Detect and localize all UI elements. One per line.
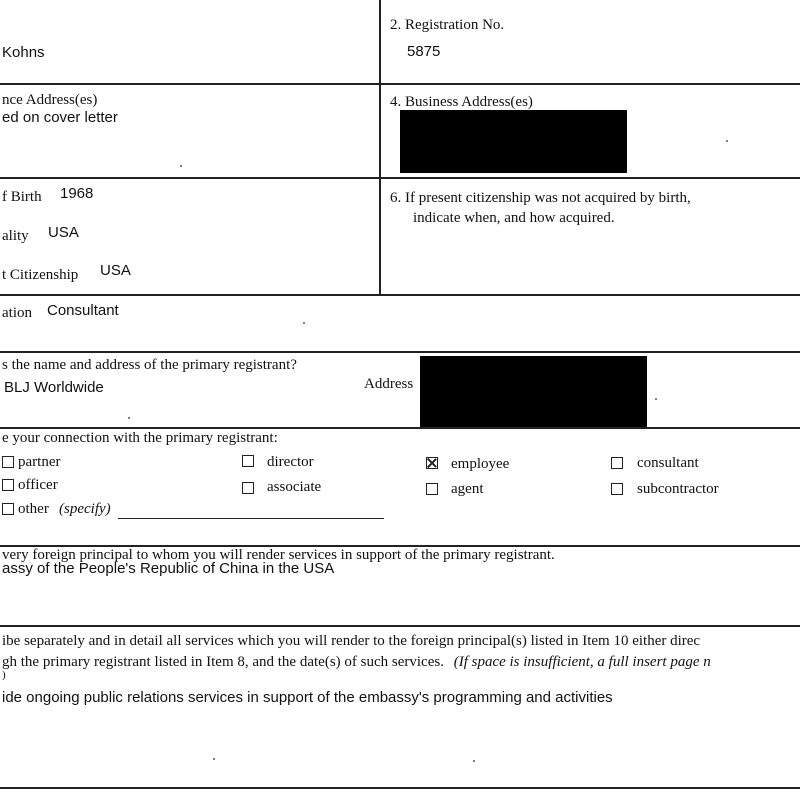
residence-address-value: ed on cover letter: [2, 109, 118, 126]
rule-row2-bottom: [0, 177, 800, 179]
services-question-line2: [2, 655, 711, 670]
services-question-line2-italic: (If space is insufficient, a full insert page n: [453, 654, 711, 670]
scan-speck: [473, 760, 475, 762]
rule-row8-bottom: [0, 787, 800, 789]
agent-checkbox[interactable]: [426, 483, 438, 495]
primary-registrant-question: s the name and address of the primary registrant?: [2, 357, 297, 373]
occupation-label: ation: [2, 305, 32, 321]
scan-speck: [180, 165, 182, 167]
nationality-value: USA: [48, 224, 79, 241]
rule-row1-bottom: [0, 83, 800, 85]
services-question-line3: ): [2, 669, 6, 681]
director-label: director: [267, 454, 314, 470]
citizenship-value: USA: [100, 262, 131, 279]
other-checkbox[interactable]: [2, 503, 14, 515]
item6-text-line1: 6. If present citizenship was not acquired by birth,: [390, 190, 691, 206]
foreign-principal-question: very foreign principal to whom you will render services in support of the primary registrant.: [2, 547, 555, 563]
subcontractor-label: subcontractor: [637, 481, 719, 497]
citizenship-label: t Citizenship: [2, 267, 79, 283]
subcontractor-checkbox[interactable]: [611, 483, 623, 495]
column-divider: [379, 0, 381, 295]
date-of-birth-label: f Birth: [2, 189, 42, 205]
occupation-value: Consultant: [47, 302, 119, 319]
scan-speck: [655, 398, 657, 400]
rule-row5-bottom: [0, 427, 800, 429]
services-question-line2-text: gh the primary registrant listed in Item 8, and the date(s) of such services.: [2, 654, 444, 670]
officer-checkbox[interactable]: [2, 479, 14, 491]
other-specify-label: (specify): [59, 501, 111, 517]
registrant-address-label: Address: [364, 376, 414, 392]
rule-row4-bottom: [0, 351, 800, 353]
scan-speck: [726, 140, 728, 142]
other-specify-line[interactable]: [118, 518, 384, 519]
director-checkbox[interactable]: [242, 455, 254, 467]
partner-label: partner: [18, 454, 61, 470]
services-question-line1: ibe separately and in detail all services which you will render to the foreign principal(s) listed in Item 10 either direc: [2, 633, 701, 649]
date-of-birth-value: 1968: [60, 185, 94, 202]
business-address-label: 4. Business Address(es): [390, 94, 533, 110]
associate-checkbox[interactable]: [242, 482, 254, 494]
partner-checkbox[interactable]: [2, 456, 14, 468]
agent-label: agent: [451, 481, 484, 497]
residence-address-label: nce Address(es): [2, 92, 98, 108]
scan-speck: [303, 322, 305, 324]
other-label: other: [18, 501, 49, 517]
consultant-checkbox[interactable]: [611, 457, 623, 469]
business-address-redaction: [400, 110, 627, 173]
item6-text-line2: indicate when, and how acquired.: [413, 210, 615, 226]
officer-label: officer: [18, 477, 58, 493]
foreign-principal-value: assy of the People's Republic of China in the USA: [2, 560, 335, 577]
services-value: ide ongoing public relations services in support of the embassy's programming and activities: [2, 689, 613, 706]
rule-row3-bottom: [0, 294, 800, 296]
associate-label: associate: [267, 479, 322, 495]
registrant-address-redaction: [420, 356, 647, 427]
rule-row7-bottom: [0, 625, 800, 627]
name-value: Kohns: [2, 44, 45, 61]
employee-checkbox[interactable]: [426, 457, 438, 469]
registration-no-value: 5875: [407, 43, 441, 60]
nationality-label: ality: [2, 228, 29, 244]
connection-question: e your connection with the primary registrant:: [2, 430, 278, 446]
registration-no-label: 2. Registration No.: [390, 17, 505, 33]
employee-label: employee: [451, 456, 510, 472]
scan-speck: [213, 758, 215, 760]
consultant-label: consultant: [637, 455, 699, 471]
scan-speck: [128, 417, 130, 419]
primary-registrant-value: BLJ Worldwide: [4, 379, 104, 396]
